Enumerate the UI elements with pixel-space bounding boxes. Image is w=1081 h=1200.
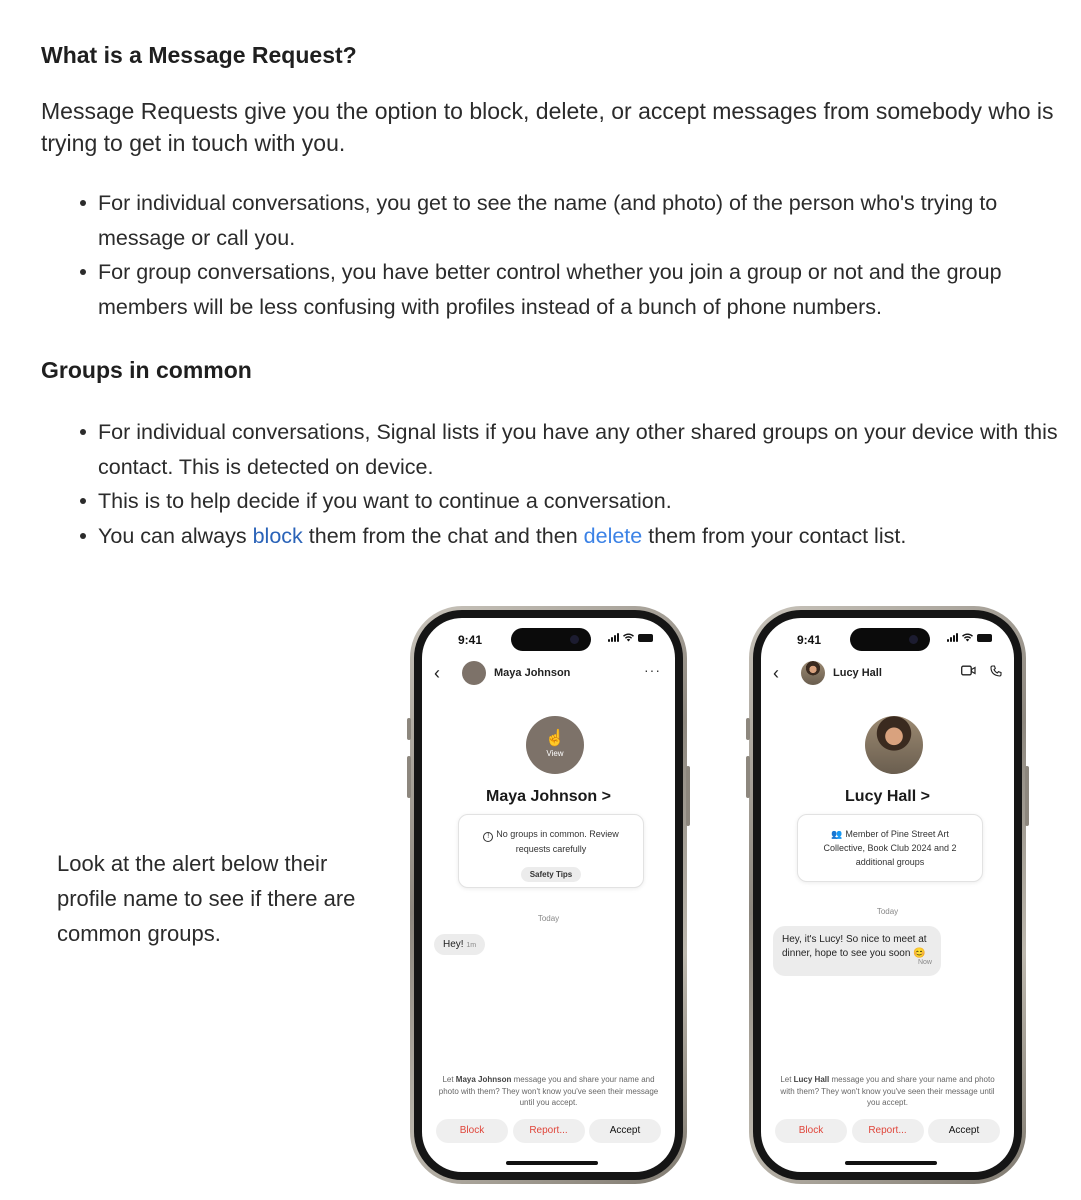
text: them from your contact list. (642, 523, 907, 548)
report-button[interactable]: Report... (513, 1119, 585, 1143)
profile-name[interactable]: Lucy Hall > (845, 788, 930, 805)
phone-mockup-lucy (749, 606, 1026, 1184)
group-icon: 👥 (831, 829, 843, 839)
screenshot-caption: Look at the alert below their profile name to see if there are common groups. (57, 851, 356, 946)
dynamic-island (850, 628, 930, 651)
back-chevron-icon[interactable]: ‹ (434, 663, 440, 683)
request-footer-text: Let Maya Johnson message you and share your name and photo with them? They won't know you've seen their message until you accept. (438, 1075, 659, 1107)
block-button[interactable]: Block (775, 1119, 847, 1143)
signal-icon (608, 633, 619, 642)
alert-text: ! No groups in common. Review requests carefully (469, 827, 633, 856)
alert-text: 👥 Member of Pine Street Art Collective, Book Club 2024 and 2 additional groups (823, 829, 957, 867)
report-button[interactable]: Report... (852, 1119, 924, 1143)
groups-in-common-alert (797, 814, 983, 882)
conversation-header (422, 658, 675, 690)
header-contact-name[interactable]: Maya Johnson (494, 667, 571, 679)
profile-avatar-view-button[interactable] (526, 716, 584, 774)
incoming-message[interactable] (434, 934, 485, 955)
video-call-icon[interactable] (961, 665, 976, 676)
phone-mockup-maya (410, 606, 687, 1184)
phone-screen (422, 618, 675, 1172)
list-item (98, 519, 1058, 554)
dynamic-island (511, 628, 591, 651)
back-chevron-icon[interactable]: ‹ (773, 663, 779, 683)
tap-hand-icon: ☝ (545, 730, 565, 747)
status-time: 9:41 (797, 633, 822, 647)
status-time: 9:41 (458, 633, 483, 647)
request-actions (775, 1119, 1000, 1143)
avatar[interactable] (462, 661, 486, 685)
request-actions (436, 1119, 661, 1143)
list-item: For group conversations, you have better control whether you join a group or not and the group members will be less confusing with profiles instead of a bunch of phone numbers. (98, 255, 1058, 324)
wifi-icon (962, 633, 973, 642)
accept-button[interactable]: Accept (589, 1119, 661, 1143)
home-indicator (845, 1161, 937, 1165)
message-time: 1m (466, 942, 477, 949)
conversation-header (761, 658, 1014, 690)
status-icons (608, 633, 653, 642)
text: You can always (98, 523, 253, 548)
battery-icon (977, 634, 992, 642)
list-item: For individual conversations, Signal lists if you have any other shared groups on your device with this contact. This is detected on device. (98, 415, 1058, 484)
block-link[interactable]: block (252, 523, 303, 548)
delete-link[interactable]: delete (583, 523, 643, 548)
section-heading-groups-in-common: Groups in common (41, 357, 252, 383)
incoming-message[interactable] (773, 926, 941, 976)
view-label: View (546, 749, 564, 758)
profile-name[interactable]: Maya Johnson > (486, 788, 611, 805)
groups-in-common-alert (458, 814, 644, 888)
list-item: This is to help decide if you want to continue a conversation. (98, 484, 1058, 519)
date-divider: Today (876, 907, 899, 916)
list-item: For individual conversations, you get to see the name (and photo) of the person who's trying to message or call you. (98, 186, 1058, 255)
message-text: Hey! (443, 939, 464, 950)
profile-avatar[interactable] (865, 716, 923, 774)
avatar[interactable] (801, 661, 825, 685)
block-button[interactable]: Block (436, 1119, 508, 1143)
status-icons (947, 633, 992, 642)
request-footer-text: Let Lucy Hall message you and share your name and photo with them? They won't know you've seen their message until you accept. (780, 1075, 995, 1107)
home-indicator (506, 1161, 598, 1165)
more-options-icon[interactable]: ··· (644, 662, 661, 678)
message-time: Now (917, 959, 932, 966)
info-circle-icon: ! (483, 832, 493, 842)
signal-icon (947, 633, 958, 642)
section-heading-message-request: What is a Message Request? (41, 42, 357, 68)
message-request-bullets (98, 186, 1058, 324)
groups-in-common-bullets (98, 415, 1058, 553)
phone-screen (761, 618, 1014, 1172)
text: them from the chat and then (302, 523, 584, 548)
battery-icon (638, 634, 653, 642)
accept-button[interactable]: Accept (928, 1119, 1000, 1143)
date-divider: Today (537, 914, 560, 923)
header-contact-name[interactable]: Lucy Hall (833, 667, 882, 679)
phone-call-icon[interactable] (990, 665, 1002, 677)
message-text: Hey, it's Lucy! So nice to meet at dinner, hope to see you soon 😊 (782, 934, 927, 959)
intro-paragraph: Message Requests give you the option to block, delete, or accept messages from somebody who is trying to get in touch with you. (41, 98, 1054, 156)
wifi-icon (623, 633, 634, 642)
safety-tips-button[interactable]: Safety Tips (521, 867, 582, 882)
